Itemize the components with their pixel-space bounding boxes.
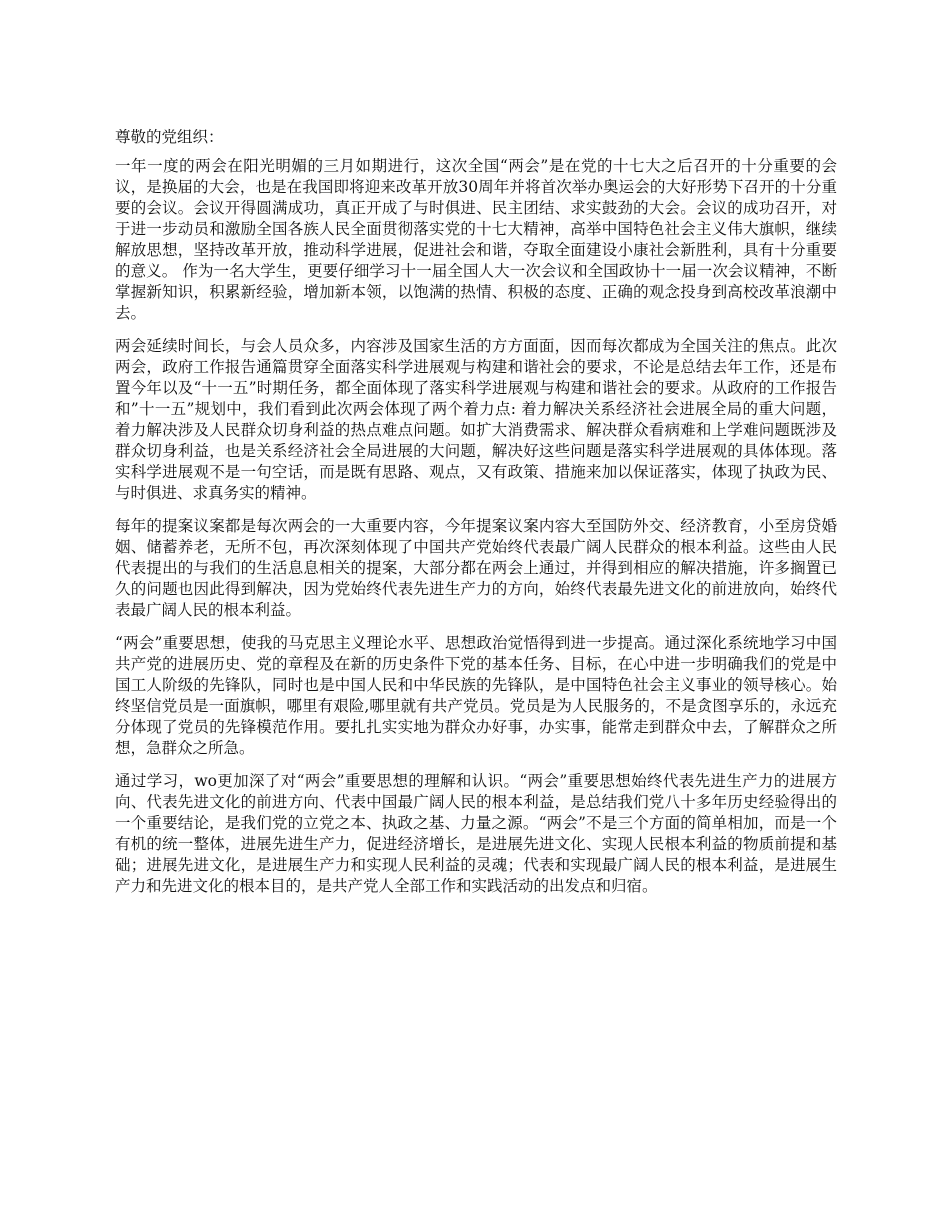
paragraph-5: 通过学习，wo更加深了对“两会”重要思想的理解和认识。“两会”重要思想始终代表先进生产力的进展方向、代表先进文化的前进方向、代表中国最广阔人民的根本利益，是总结我们党八十多年历史经验得出的一个重要结论，是我们党的立党之本、执政之基、力量之源。“两会”不是三个方面的简单相加，而是一个有机的统一整体，进展先进生产力，促进经济增长，是进展先进文化、实现人民根本利益的物质前提和基础；进展先进文化，是进展生产力和实现人民利益的灵魂；代表和实现最广阔人民的根本利益，是进展生产力和先进文化的根本目的，是共产党人全部工作和实践活动的出发点和归宿。 (115, 772, 837, 895)
document-body (115, 127, 837, 909)
paragraph-3: 每年的提案议案都是每次两会的一大重要内容，今年提案议案内容大至国防外交、经济教育，小至房贷婚姻、储蓄养老，无所不包，再次深刻体现了中国共产党始终代表最广阔人民群众的根本利益。这些由人民代表提出的与我们的生活息息相关的提案，大部分都在两会上通过，并得到相应的解决措施，许多搁置已久的问题也因此得到解决，因为党始终代表先进生产力的方向，始终代表最先进文化的前进放向，始终代表最广阔人民的根本利益。 (115, 517, 837, 619)
salutation: 尊敬的党组织： (115, 128, 224, 146)
paragraph-4: “两会”重要思想，使我的马克思主义理论水平、思想政治觉悟得到进一步提高。通过深化系统地学习中国共产党的进展历史、党的章程及在新的历史条件下党的基本任务、目标，在心中进一步明确我们的党是中国工人阶级的先锋队，同时也是中国人民和中华民族的先锋队，是中国特色社会主义事业的领导核心。始终坚信党员是一面旗帜，哪里有艰险,哪里就有共产党员。党员是为人民服务的，不是贪图享乐的，永远充分体现了党员的先锋模范作用。要扎扎实实地为群众办好事，办实事，能常走到群众中去，了解群众之所想，急群众之所急。 (115, 634, 837, 757)
paragraph-1: 一年一度的两会在阳光明媚的三月如期进行，这次全国“两会”是在党的十七大之后召开的十分重要的会议，是换届的大会，也是在我国即将迎来改革开放30周年并将首次举办奥运会的大好形势下召开的十分重要的会议。会议开得圆满成功，真正开成了与时俱进、民主团结、求实鼓劲的大会。会议的成功召开，对于进一步动员和激励全国各族人民全面贯彻落实党的十七大精神，高举中国特色社会主义伟大旗帜，继续解放思想，坚持改革开放，推动科学进展，促进社会和谐，夺取全面建设小康社会新胜利，具有十分重要的意义。 作为一名大学生，更要仔细学习十一届全国人大一次会议和全国政协十一届一次会议精神，不断掌握新知识，积累新经验，增加新本领，以饱满的热情、积极的态度、正确的观念投身到高校改革浪潮中去。 (115, 157, 837, 322)
paragraph-2: 两会延续时间长，与会人员众多，内容涉及国家生活的方方面面，因而每次都成为全国关注的焦点。此次两会，政府工作报告通篇贯穿全面落实科学进展观与构建和谐社会的要求，不论是总结去年工作，还是布置今年以及“十一五”时期任务，都全面体现了落实科学进展观与构建和谐社会的要求。从政府的工作报告和”十一五”规划中，我们看到此次两会体现了两个着力点: 着力解决关系经济社会进展全局的重大问题，着力解决涉及人民群众切身利益的热点难点问题。如扩大消费需求、解决群众看病难和上学难问题既涉及群众切身利益，也是关系经济社会全局进展的大问题，解决好这些问题是落实科学进展观的具体体现。落实科学进展观不是一句空话，而是既有思路、观点，又有政策、措施来加以保证落实，体现了执政为民、与时俱进、求真务实的精神。 (115, 337, 837, 502)
